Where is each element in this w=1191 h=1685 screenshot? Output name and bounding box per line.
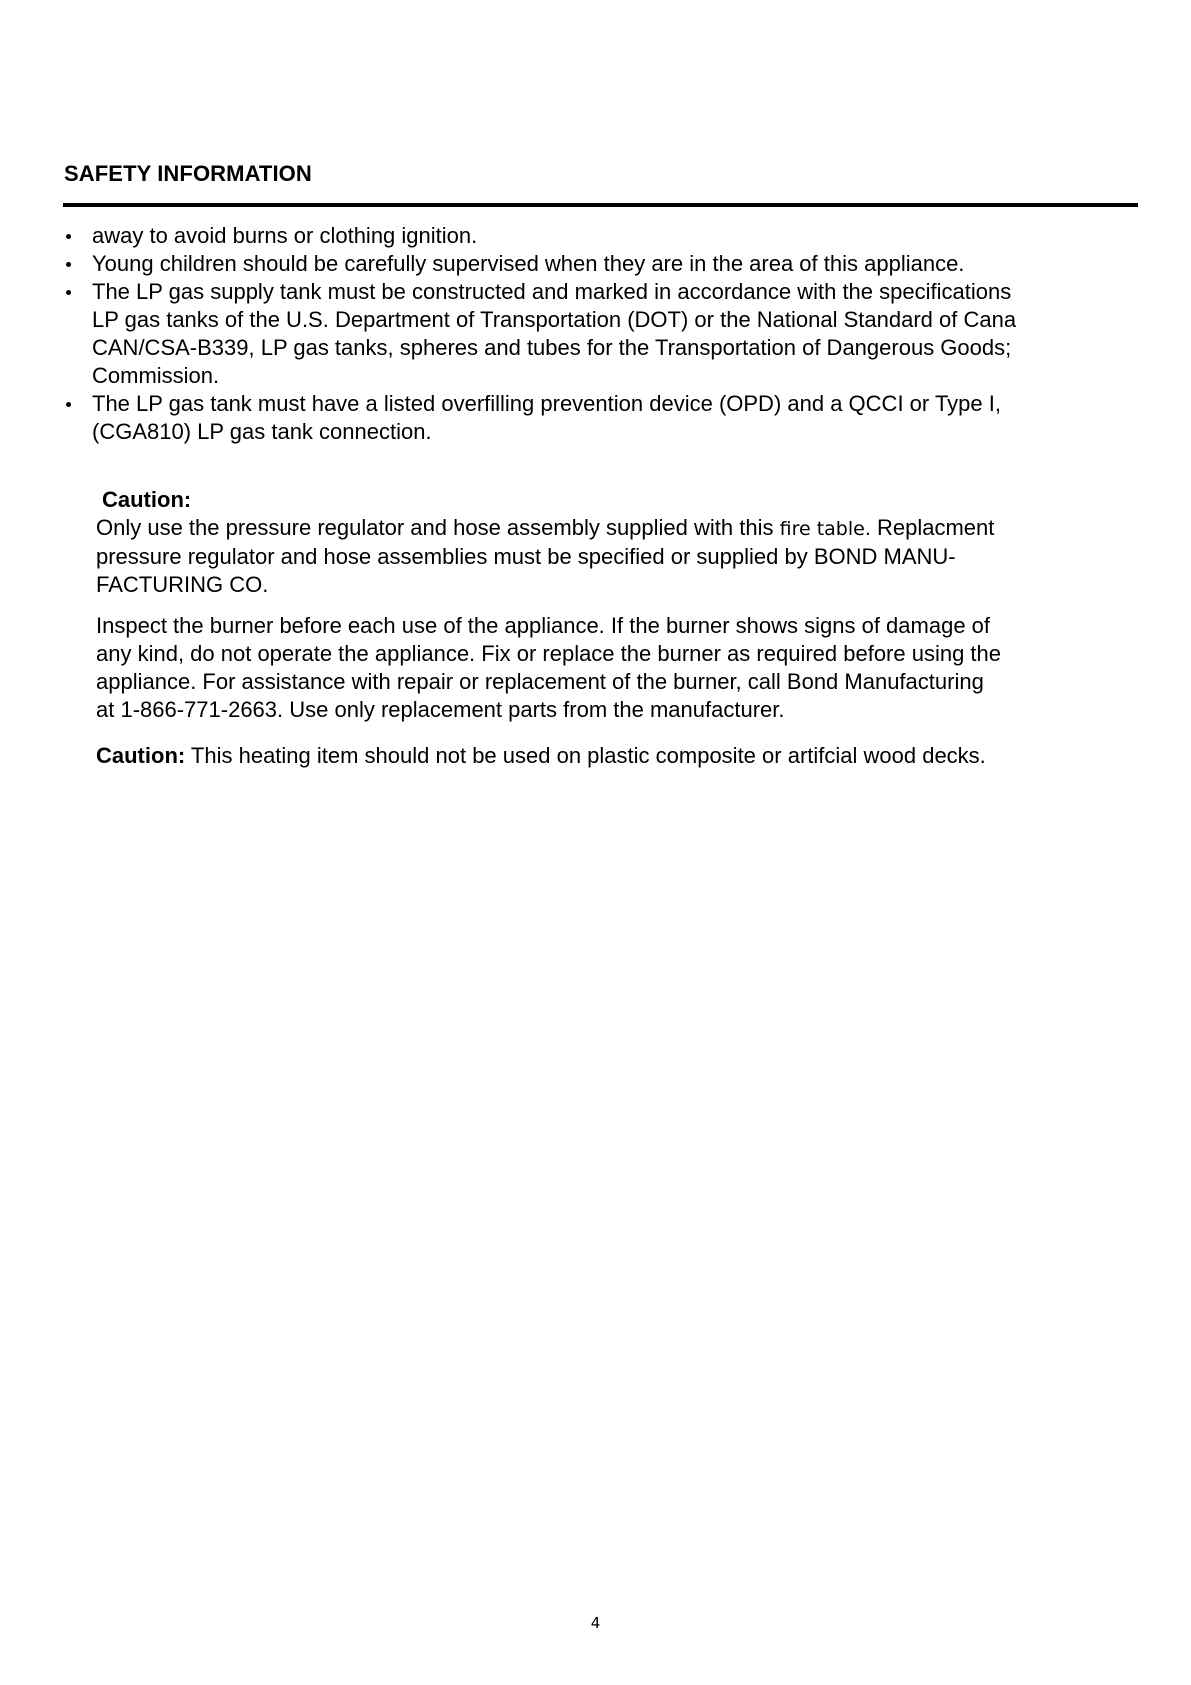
bullet-line: The LP gas supply tank must be constructed and marked in accordance with the specifications [92, 279, 1012, 304]
bullet-item [66, 222, 1146, 250]
bullet-line: Young children should be carefully supervised when they are in the area of this appliance. [92, 251, 965, 276]
paragraph-line: FACTURING CO. [96, 572, 269, 597]
section-heading: SAFETY INFORMATION [64, 161, 312, 186]
paragraph-line: at 1-866-771-2663. Use only replacement parts from the manufacturer. [96, 697, 785, 722]
deck-caution-paragraph [96, 742, 986, 770]
caution-label: Caution: [96, 743, 186, 768]
paragraph-line: appliance. For assistance with repair or replacement of the burner, call Bond Manufacturing [96, 669, 984, 694]
bullet-line: Commission. [92, 363, 220, 388]
paragraph-line: any kind, do not operate the appliance. Fix or replace the burner as required before using the [96, 641, 1002, 666]
regulator-caution-paragraph [96, 514, 994, 599]
bullet-dot-icon [66, 290, 71, 295]
burner-inspection-paragraph [96, 612, 1001, 724]
paragraph-line: Inspect the burner before each use of the appliance. If the burner shows signs of damage of [96, 613, 991, 638]
bullet-line: CAN/CSA-B339, LP gas tanks, spheres and tubes for the Transportation of Dangerous Goods; [92, 335, 1012, 360]
paragraph-line [96, 514, 994, 543]
deck-caution-text: This heating item should not be used on plastic composite or artifcial wood decks. [190, 743, 986, 768]
bullet-line: away to avoid burns or clothing ignition. [92, 223, 478, 248]
paragraph-line: pressure regulator and hose assemblies must be specified or supplied by BOND MANU- [96, 544, 956, 569]
caution-label: Caution: [102, 487, 192, 512]
bullet-dot-icon [66, 234, 71, 239]
bullet-item [66, 250, 1146, 278]
safety-bullet-list [66, 222, 1146, 446]
bullet-dot-icon [66, 262, 71, 267]
product-name-text: fire table. [779, 518, 871, 540]
page-number: 4 [590, 1614, 601, 1632]
bullet-dot-icon [66, 402, 71, 407]
bullet-line: The LP gas tank must have a listed overfilling prevention device (OPD) and a QCCI or Type I, [92, 391, 1001, 416]
bullet-item [66, 390, 1146, 446]
bullet-item [66, 278, 1146, 390]
paragraph-text: Replacment [877, 515, 995, 540]
paragraph-text: Only use the pressure regulator and hose assembly supplied with this [96, 515, 774, 540]
bullet-line: (CGA810) LP gas tank connection. [92, 419, 432, 444]
heading-divider [63, 203, 1138, 207]
bullet-line: LP gas tanks of the U.S. Department of Transportation (DOT) or the National Standard of Cana [92, 307, 1017, 332]
